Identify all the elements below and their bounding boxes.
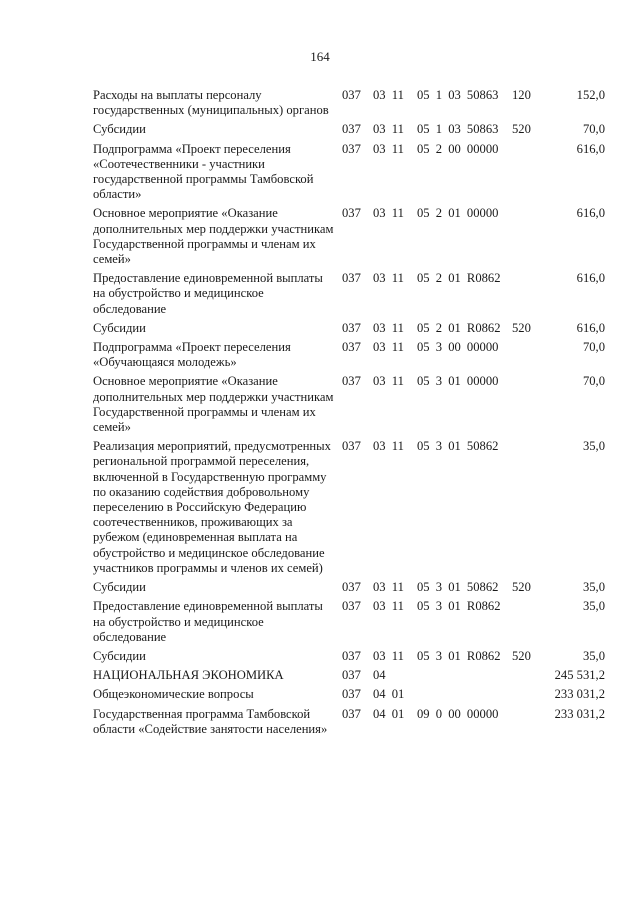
row-kind-code <box>512 338 540 372</box>
row-ministry-code: 037 <box>342 374 361 389</box>
row-section-code: 03 11 <box>373 648 404 663</box>
row-ministry-code: 037 <box>342 340 361 355</box>
row-kind-code <box>512 685 540 704</box>
row-kind-code <box>512 705 540 739</box>
row-target-code: 05 3 01 00000 <box>417 374 499 389</box>
row-amount: 616,0 <box>576 206 605 221</box>
row-section-code: 03 11 <box>373 320 404 335</box>
row-section-code: 03 11 <box>373 599 404 614</box>
row-section-code: 03 11 <box>373 271 404 286</box>
row-target-code: 05 3 00 00000 <box>417 340 499 355</box>
row-target-code: 05 1 03 50863 <box>417 122 499 137</box>
row-name: Общеэкономические вопросы <box>93 687 254 702</box>
table-row <box>93 120 605 139</box>
row-target-code: 05 1 03 50863 <box>417 88 499 102</box>
row-target-code: 05 2 00 00000 <box>417 141 499 156</box>
table-row <box>93 705 605 739</box>
row-name: Субсидии <box>93 320 146 335</box>
row-kind-code <box>512 437 540 578</box>
row-target-code: 05 2 01 R0862 <box>417 320 501 335</box>
row-kind-code: 520 <box>512 580 531 595</box>
row-name: Субсидии <box>93 122 146 137</box>
table-row <box>93 666 605 685</box>
row-name: Реализация мероприятий, предусмотренных региональной программой переселения, включенной в Государственную программу по оказанию содействия добровольному переселению в Российскую Федерацию соотечественников, проживающих за рубежом (единовременная выплата на обустройство и медицинское обследование участников программы и членов их семей) <box>93 439 331 575</box>
row-target-code: 05 2 01 R0862 <box>417 271 501 286</box>
row-name: Расходы на выплаты персоналу государственных (муниципальных) органов <box>93 88 329 118</box>
table-row <box>93 597 605 647</box>
row-target-code: 05 3 01 R0862 <box>417 648 501 663</box>
row-ministry-code: 037 <box>342 580 361 595</box>
row-section-code: 04 01 <box>373 706 405 721</box>
row-amount: 35,0 <box>582 439 605 454</box>
budget-rows <box>93 86 605 739</box>
row-target-code: 05 3 01 50862 <box>417 580 499 595</box>
row-kind-code <box>512 204 540 269</box>
row-amount: 152,0 <box>576 88 605 102</box>
table-row <box>93 578 605 597</box>
row-target-code <box>417 666 512 685</box>
row-kind-code <box>512 140 540 205</box>
row-section-code: 03 11 <box>373 122 404 137</box>
row-amount: 70,0 <box>582 340 605 355</box>
row-amount: 245 531,2 <box>554 668 605 683</box>
table-row <box>93 685 605 704</box>
row-name: НАЦИОНАЛЬНАЯ ЭКОНОМИКА <box>93 668 284 683</box>
row-target-code: 05 3 01 R0862 <box>417 599 501 614</box>
table-row <box>93 437 605 578</box>
row-name: Субсидии <box>93 648 146 663</box>
row-target-code: 05 2 01 00000 <box>417 206 499 221</box>
row-kind-code: 520 <box>512 320 531 335</box>
row-target-code <box>417 685 512 704</box>
row-amount: 35,0 <box>582 580 605 595</box>
budget-table <box>93 86 605 739</box>
row-ministry-code: 037 <box>342 88 361 102</box>
row-target-code: 05 3 01 50862 <box>417 439 499 454</box>
row-amount: 616,0 <box>576 320 605 335</box>
row-amount: 35,0 <box>582 599 605 614</box>
row-ministry-code: 037 <box>342 122 361 137</box>
row-section-code: 03 11 <box>373 439 404 454</box>
page-number: 164 <box>310 49 330 64</box>
table-row <box>93 372 605 437</box>
row-ministry-code: 037 <box>342 141 361 156</box>
row-section-code: 03 11 <box>373 88 404 102</box>
row-ministry-code: 037 <box>342 668 361 683</box>
row-kind-code: 520 <box>512 122 531 137</box>
row-amount: 70,0 <box>582 374 605 389</box>
row-name: Государственная программа Тамбовской области «Содействие занятости населения» <box>93 706 328 736</box>
row-amount: 616,0 <box>576 141 605 156</box>
row-section-code: 03 11 <box>373 206 404 221</box>
row-name: Основное мероприятие «Оказание дополнительных мер поддержки участникам Государственной программы и членам их семей» <box>93 374 334 435</box>
row-name: Подпрограмма «Проект переселения «Соотечественники - участники государственной программы Тамбовской области» <box>93 141 314 202</box>
row-amount: 233 031,2 <box>554 687 605 702</box>
table-row <box>93 319 605 338</box>
row-name: Подпрограмма «Проект переселения «Обучающаяся молодежь» <box>93 340 291 370</box>
row-ministry-code: 037 <box>342 599 361 614</box>
table-row <box>93 86 605 120</box>
row-section-code: 03 11 <box>373 580 404 595</box>
row-kind-code: 120 <box>512 88 531 102</box>
table-row <box>93 269 605 319</box>
row-kind-code: 520 <box>512 648 531 663</box>
row-kind-code <box>512 666 540 685</box>
row-amount: 616,0 <box>576 271 605 286</box>
row-ministry-code: 037 <box>342 648 361 663</box>
row-kind-code <box>512 269 540 319</box>
row-name: Предоставление единовременной выплаты на обустройство и медицинское обследование <box>93 599 323 644</box>
row-section-code: 04 01 <box>373 687 405 702</box>
table-row <box>93 140 605 205</box>
row-ministry-code: 037 <box>342 206 361 221</box>
row-amount: 35,0 <box>582 648 605 663</box>
row-section-code: 04 <box>373 668 386 683</box>
row-ministry-code: 037 <box>342 687 361 702</box>
row-ministry-code: 037 <box>342 706 361 721</box>
row-section-code: 03 11 <box>373 374 404 389</box>
row-name: Субсидии <box>93 580 146 595</box>
row-ministry-code: 037 <box>342 271 361 286</box>
row-target-code: 09 0 00 00000 <box>417 706 499 721</box>
row-ministry-code: 037 <box>342 439 361 454</box>
row-name: Предоставление единовременной выплаты на обустройство и медицинское обследование <box>93 271 323 316</box>
row-name: Основное мероприятие «Оказание дополнительных мер поддержки участникам Государственной программы и членам их семей» <box>93 206 334 267</box>
row-section-code: 03 11 <box>373 340 404 355</box>
row-kind-code <box>512 597 540 647</box>
row-ministry-code: 037 <box>342 320 361 335</box>
table-row <box>93 338 605 372</box>
row-kind-code <box>512 372 540 437</box>
table-row <box>93 647 605 666</box>
table-row <box>93 204 605 269</box>
row-amount: 70,0 <box>582 122 605 137</box>
row-section-code: 03 11 <box>373 141 404 156</box>
row-amount: 233 031,2 <box>554 706 605 721</box>
